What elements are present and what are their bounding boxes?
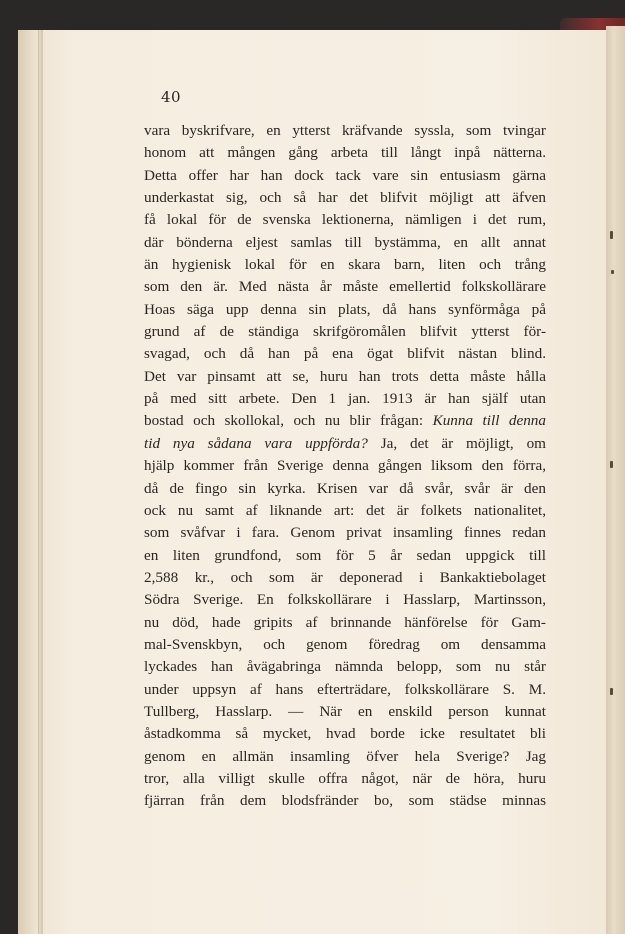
text-line-roman: bostad och skollokal, och nu blir frågan: <box>144 412 424 430</box>
text-line: som svåfvar i fara. Genom privat insamling finnes redan <box>144 524 546 542</box>
text-line: ock nu samt af liknande art: det är folkets nationalitet, <box>144 501 546 519</box>
text-line: få lokal för de svenska lektionerna, nämligen i det rum, <box>144 211 546 229</box>
text-line: åstadkomma så mycket, hvad borde icke resultatet bli <box>144 725 546 743</box>
page-number: 40 <box>161 88 182 106</box>
edge-mark <box>610 461 613 468</box>
text-line: Södra Sverige. En folkskollärare i Hasslarp, Martinsson, <box>144 591 546 609</box>
text-line: svagad, och då han på ena ögat blifvit nästan blind. <box>144 345 546 363</box>
text-line: lyckades han åvägabringa nämnda belopp, som nu står <box>144 658 546 676</box>
text-line: vara byskrifvare, en ytterst kräfvande syssla, som tvingar <box>144 122 546 139</box>
edge-mark <box>611 270 614 274</box>
text-line: fjärran från dem blodsfränder bo, som städse minnas <box>144 792 546 810</box>
text-line: där bönderna eljest samlas till bystämma, en allt annat <box>144 233 546 251</box>
text-line: då de fingo sin kyrka. Krisen var då svår, svår är den <box>144 479 546 497</box>
text-line: Detta offer har han dock tack vare sin entusiasm gärna <box>144 166 546 184</box>
scan-background-top <box>0 0 625 30</box>
text-line: underkastat sig, och så har det blifvit möjligt att äfven <box>144 189 546 207</box>
text-line: än hygienisk lokal för en skara barn, liten och trång <box>144 256 546 274</box>
text-line: nu död, hade gripits af brinnande hänförelse för Gam- <box>144 613 546 631</box>
text-line: under uppsyn af hans efterträdare, folkskollärare S. M. <box>144 680 546 698</box>
text-line: honom att mången gång arbeta till långt inpå nätterna. <box>144 144 546 162</box>
body-text <box>144 120 546 813</box>
text-line: genom en allmän insamling öfver hela Sverige? Jag <box>144 747 546 765</box>
text-line: grund af de ständiga skrifgöromålen blifvit ytterst för- <box>144 323 546 341</box>
text-line: som den är. Med nästa år måste emellertid folkskollärare <box>144 278 546 296</box>
text-line-mixed <box>144 433 546 455</box>
text-line: 2,588 kr., och som är deponerad i Bankaktiebolaget <box>144 568 546 586</box>
text-line: en liten grundfond, som för 5 år sedan uppgick till <box>144 546 546 564</box>
text-line: hjälp kommer från Sverige denna gången liksom den förra, <box>144 457 546 475</box>
text-line: Tullberg, Hasslarp. — När en enskild person kunnat <box>144 702 546 720</box>
text-line: tror, alla villigt skulle offra något, när de höra, huru <box>144 769 546 787</box>
italic-phrase: tid nya sådana vara uppförda? <box>144 434 368 452</box>
text-line: Det var pinsamt att se, huru han trots detta måste hålla <box>144 367 546 385</box>
text-line: Hoas säga upp denna sin plats, då hans synförmåga på <box>144 300 546 318</box>
page-edge-right <box>606 26 625 934</box>
edge-mark <box>610 688 613 695</box>
text-line: mal-Svenskbyn, och genom föredrag om densamma <box>144 635 546 653</box>
edge-mark <box>610 231 613 239</box>
text-line-mixed <box>144 410 546 432</box>
text-line-roman: Ja, det är möjligt, om <box>380 434 546 452</box>
text-line: på med sitt arbete. Den 1 jan. 1913 är han själf utan <box>144 390 546 408</box>
italic-phrase: Kunna till denna <box>432 412 546 430</box>
